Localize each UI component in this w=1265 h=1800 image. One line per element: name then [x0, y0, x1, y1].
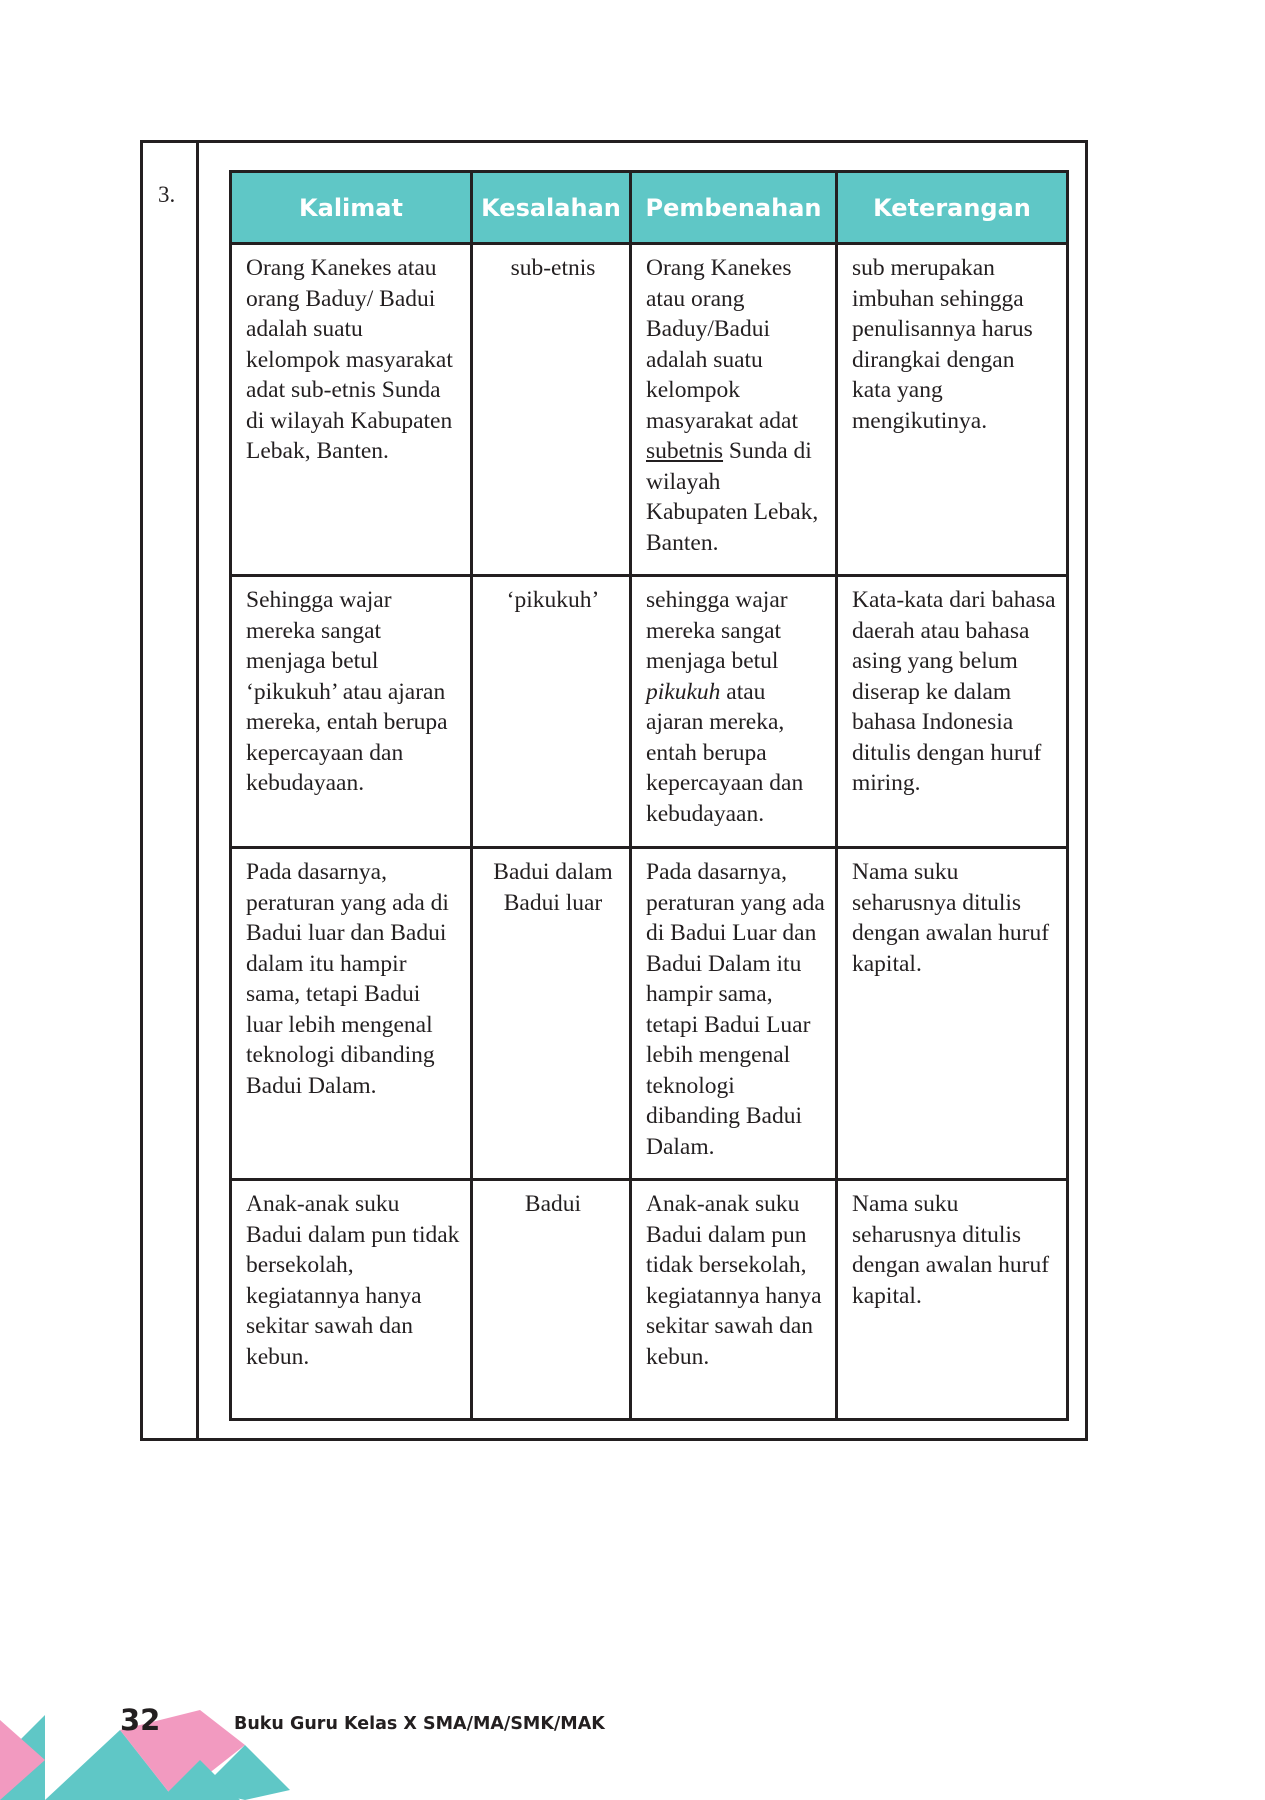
- header-kesalahan: Kesalahan: [472, 172, 631, 244]
- kesalahan-line: Badui dalam: [493, 859, 613, 885]
- header-pembenahan: Pembenahan: [631, 172, 837, 244]
- header-kalimat: Kalimat: [231, 172, 472, 244]
- cell-kalimat: Orang Kanekes atau orang Baduy/ Badui adalah suatu kelompok masyarakat adat sub-etnis Sunda di wilayah Kabupaten Lebak, Banten.: [231, 244, 472, 576]
- table-row: [231, 576, 1068, 848]
- cell-kalimat: Pada dasarnya, peraturan yang ada di Badui luar dan Badui dalam itu hampir sama, tetapi Badui luar lebih mengenal teknologi dibanding Badui Dalam.: [231, 848, 472, 1180]
- pembenahan-text: sehingga wajar mereka sangat menjaga betul: [646, 587, 788, 674]
- cell-kalimat: Anak-anak suku Badui dalam pun tidak bersekolah, kegiatannya hanya sekitar sawah dan kebun.: [231, 1180, 472, 1420]
- cell-pembenahan: Anak-anak suku Badui dalam pun tidak bersekolah, kegiatannya hanya sekitar sawah dan kebun.: [631, 1180, 837, 1420]
- cell-pembenahan: Pada dasarnya, peraturan yang ada di Badui Luar dan Badui Dalam itu hampir sama, tetapi Badui Luar lebih mengenal teknologi dibanding Badui Dalam.: [631, 848, 837, 1180]
- header-keterangan: Keterangan: [837, 172, 1068, 244]
- cell-keterangan: sub merupakan imbuhan sehingga penulisannya harus dirangkai dengan kata yang mengikutinya.: [837, 244, 1068, 576]
- book-title: Buku Guru Kelas X SMA/MA/SMK/MAK: [234, 1714, 605, 1734]
- pembenahan-text: Orang Kanekes atau orang Baduy/Badui adalah suatu kelompok masyarakat adat: [646, 255, 799, 434]
- cell-kesalahan: ‘pikukuh’: [472, 576, 631, 848]
- cell-keterangan: Kata-kata dari bahasa daerah atau bahasa asing yang belum diserap ke dalam bahasa Indonesia ditulis dengan huruf miring.: [837, 576, 1068, 848]
- table-row: [231, 848, 1068, 1180]
- cell-pembenahan: [631, 576, 837, 848]
- answer-table: [229, 170, 1069, 1421]
- pembenahan-italic-word: pikukuh: [646, 678, 721, 705]
- pembenahan-text: Sunda di wilayah Kabupaten Lebak, Banten.: [646, 438, 819, 556]
- table-row: [231, 1180, 1068, 1420]
- cell-kesalahan: Badui: [472, 1180, 631, 1420]
- page-number: 32: [120, 1703, 161, 1737]
- cell-pembenahan: [631, 244, 837, 576]
- cell-keterangan: Nama suku seharusnya ditulis dengan awalan huruf kapital.: [837, 1180, 1068, 1420]
- table-header-row: [231, 172, 1068, 244]
- table-row: [231, 244, 1068, 576]
- cell-kesalahan: sub-etnis: [472, 244, 631, 576]
- cell-kalimat: Sehingga wajar mereka sangat menjaga betul ‘pikukuh’ atau ajaran mereka, entah berupa kepercayaan dan kebudayaan.: [231, 576, 472, 848]
- cell-kesalahan: [472, 848, 631, 1180]
- answer-box-divider: [196, 140, 199, 1441]
- pembenahan-text: atau ajaran mereka, entah berupa kepercayaan dan kebudayaan.: [646, 678, 804, 827]
- item-number: 3.: [158, 182, 176, 207]
- kesalahan-line: Badui luar: [503, 889, 603, 916]
- cell-keterangan: Nama suku seharusnya ditulis dengan awalan huruf kapital.: [837, 848, 1068, 1180]
- pembenahan-underlined-word: subetnis: [646, 438, 724, 464]
